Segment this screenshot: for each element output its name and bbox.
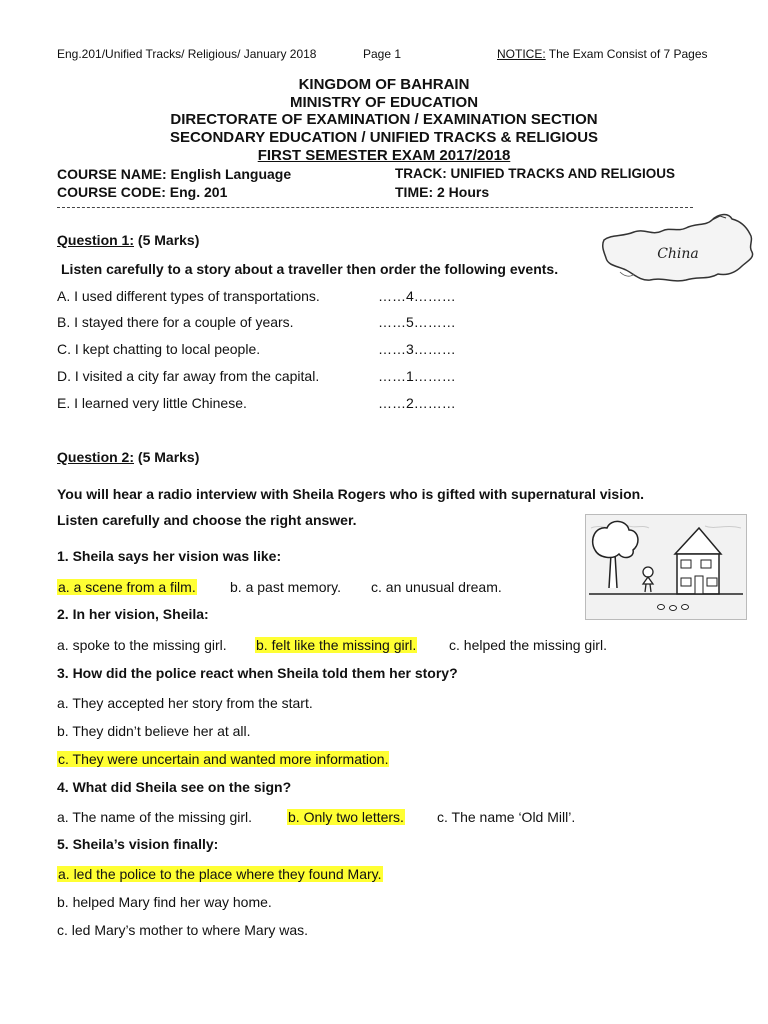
q2-5-question: 5. Sheila’s vision finally: — [57, 836, 219, 852]
q2-3-option-c: c. They were uncertain and wanted more information. — [58, 751, 389, 767]
q1-answer-d: ……1……… — [378, 368, 456, 384]
q1-item-b: B. I stayed there for a couple of years. — [57, 314, 294, 330]
header-directorate: DIRECTORATE OF EXAMINATION / EXAMINATION SECTION — [170, 111, 598, 128]
exam-reference: Eng.201/Unified Tracks/ Religious/ January 2018 — [57, 47, 317, 61]
page-notice — [497, 47, 708, 61]
q1-item-e: E. I learned very little Chinese. — [57, 395, 247, 411]
q1-label: Question 1: — [57, 232, 135, 248]
header-kingdom: KINGDOM OF BAHRAIN — [298, 76, 470, 93]
q2-1-option-b: b. a past memory. — [230, 579, 342, 595]
q2-heading — [57, 449, 199, 465]
china-map-image — [600, 210, 760, 288]
q2-2-option-a: a. spoke to the missing girl. — [57, 637, 227, 653]
q2-intro-2: Listen carefully and choose the right answer. — [57, 512, 357, 528]
q2-1-option-a: a. a scene from a film. — [58, 579, 196, 595]
q1-answer-a: ……4……… — [378, 288, 456, 304]
q2-4-question: 4. What did Sheila see on the sign? — [57, 779, 292, 795]
q2-3-option-a: a. They accepted her story from the start. — [57, 695, 313, 711]
q1-item-a: A. I used different types of transportations. — [57, 288, 320, 304]
course-code: COURSE CODE: Eng. 201 — [57, 184, 228, 200]
q1-marks: (5 Marks) — [134, 232, 200, 248]
q1-answer-e: ……2……… — [378, 395, 456, 411]
q2-4-option-c: c. The name ‘Old Mill’. — [437, 809, 576, 825]
q2-3-option-b: b. They didn’t believe her at all. — [57, 723, 251, 739]
house-tree-image — [585, 514, 747, 620]
q2-2-option-c: c. helped the missing girl. — [449, 637, 607, 653]
q1-answer-c: ……3……… — [378, 341, 456, 357]
header-ministry: MINISTRY OF EDUCATION — [289, 94, 479, 111]
q1-answer-b: ……5……… — [378, 314, 456, 330]
course-name: COURSE NAME: English Language — [57, 166, 292, 182]
q2-5-option-c: c. led Mary’s mother to where Mary was. — [57, 922, 309, 938]
header-exam-title: FIRST SEMESTER EXAM 2017/2018 — [257, 147, 511, 164]
header-divider — [57, 207, 693, 208]
exam-time: TIME: 2 Hours — [395, 184, 490, 200]
q2-2-option-b: b. felt like the missing girl. — [256, 637, 417, 653]
q2-1-question: 1. Sheila says her vision was like: — [57, 548, 282, 564]
notice-label: NOTICE: — [497, 47, 546, 61]
q1-item-c: C. I kept chatting to local people. — [57, 341, 261, 357]
q2-5-option-a: a. led the police to the place where they found Mary. — [58, 866, 382, 882]
q2-intro-1: You will hear a radio interview with Sheila Rogers who is gifted with supernatural vision. — [57, 486, 645, 502]
q1-item-d: D. I visited a city far away from the capital. — [57, 368, 320, 384]
map-label: China — [657, 246, 699, 262]
page-number: Page 1 — [363, 47, 402, 61]
q2-2-question: 2. In her vision, Sheila: — [57, 606, 209, 622]
q2-4-option-a: a. The name of the missing girl. — [57, 809, 253, 825]
notice-text: The Exam Consist of 7 Pages — [545, 47, 708, 61]
q1-instruction: Listen carefully to a story about a traveller then order the following events. — [61, 261, 559, 277]
q2-5-option-b: b. helped Mary find her way home. — [57, 894, 272, 910]
q2-marks: (5 Marks) — [134, 449, 200, 465]
q1-heading — [57, 232, 199, 248]
header-section: SECONDARY EDUCATION / UNIFIED TRACKS & RELIGIOUS — [169, 129, 599, 146]
course-track: TRACK: UNIFIED TRACKS AND RELIGIOUS — [395, 166, 675, 181]
q2-1-option-c: c. an unusual dream. — [371, 579, 502, 595]
q2-3-question: 3. How did the police react when Sheila told them her story? — [57, 665, 458, 681]
q2-label: Question 2: — [57, 449, 135, 465]
q2-4-option-b: b. Only two letters. — [288, 809, 404, 825]
